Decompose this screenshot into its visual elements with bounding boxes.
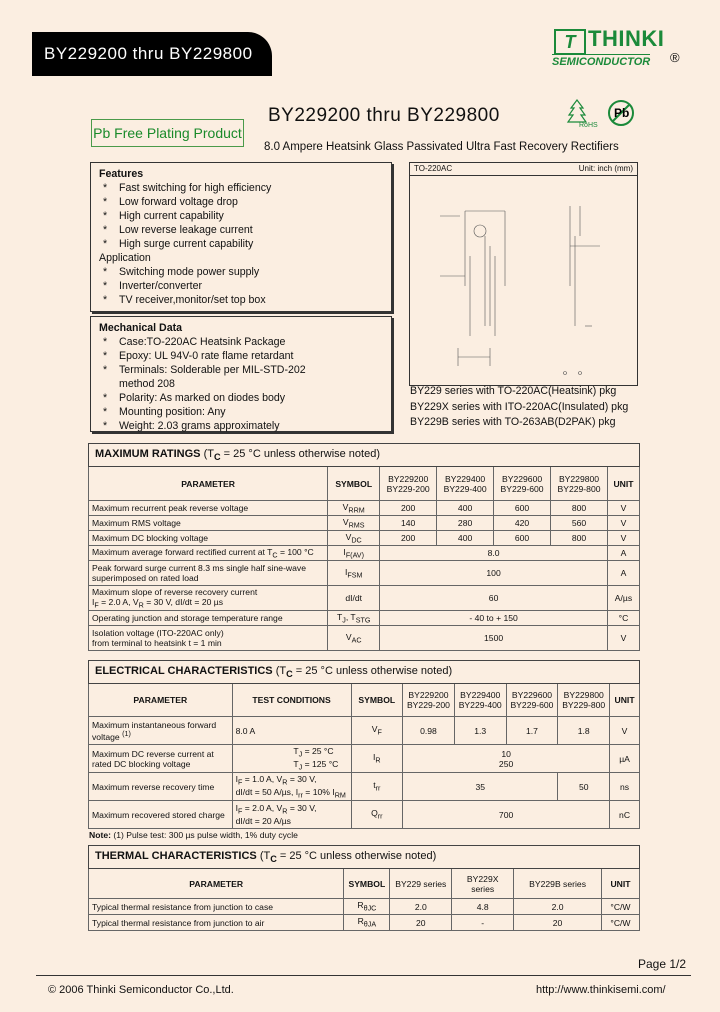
list-item: * Mounting position: Any <box>99 405 383 419</box>
list-item: * Polarity: As marked on diodes body <box>99 391 383 405</box>
page-title: BY229200 thru BY229800 <box>268 105 500 126</box>
part-header: BY229200 BY229-200 <box>403 684 455 717</box>
list-item: * Case:TO-220AC Heatsink Package <box>99 335 383 349</box>
table-row: Operating junction and storage temperature range $T_J$, $T_{STG}$ - 40 to + 150 °C <box>89 611 640 626</box>
table-row: Peak forward surge current 8.3 ms single half sine-wave superimposed on rated load $I_{FSM}$ 100 A <box>89 561 640 586</box>
list-item-cont: method 208 <box>119 378 175 390</box>
col-header: PARAMETER <box>89 684 233 717</box>
unit-label: Unit: inch (mm) <box>578 164 633 173</box>
package-note: BY229X series with ITO-220AC(Insulated) pkg <box>410 400 629 413</box>
part-header: BY229400 BY229-400 <box>437 467 494 501</box>
table-row: Maximum recovered stored charge $I_F = 2.0$ A, $V_R = 30$ V, dI/dt = 20 A/µs $Q_{rr}$ 700 nC <box>89 801 640 829</box>
col-header: TEST CONDITIONS <box>232 684 351 717</box>
footnote: Note: (1) Pulse test: 300 µs pulse width, 1% duty cycle <box>89 830 298 840</box>
part-header: BY229600 BY229-600 <box>494 467 551 501</box>
website-link[interactable]: http://www.thinkisemi.com/ <box>536 984 666 996</box>
section-title: MAXIMUM RATINGS ($T_C = 25$ °C unless otherwise noted) <box>89 444 640 467</box>
page-subtitle: 8.0 Ampere Heatsink Glass Passivated Ultra Fast Recovery Rectifiers <box>264 141 619 153</box>
application-heading: Application <box>99 252 151 264</box>
pb-free-icon <box>606 98 636 128</box>
table-row: Maximum recurrent peak reverse voltage $V_{RRM}$ 200 400 600 800 V <box>89 501 640 516</box>
table-row: Maximum DC blocking voltage $V_{DC}$ 200 400 600 800 V <box>89 531 640 546</box>
list-item: * High surge current capability <box>99 237 383 251</box>
features-heading: Features <box>99 168 144 180</box>
logo-mark: T <box>554 29 586 55</box>
table-row: Maximum DC reverse current at rated DC blocking voltage $T_J = 25$ °C $T_J = 125$ °C $I_R$ 10 250 µA <box>89 745 640 773</box>
list-item: * Terminals: Solderable per MIL-STD-202 <box>99 363 383 377</box>
table-row: Maximum average forward rectified current at $T_C = 100$ °C $I_{F(AV)}$ 8.0 A <box>89 546 640 561</box>
electrical-characteristics-table <box>88 660 640 829</box>
package-outline-svg <box>410 176 637 384</box>
part-header: BY229800 BY229-800 <box>558 684 610 717</box>
section-title: ELECTRICAL CHARACTERISTICS ($T_C = 25$ °C unless otherwise noted) <box>89 661 640 684</box>
table-row: Maximum instantaneous forward voltage $^{(1)}$ 8.0 A $V_F$ 0.98 1.3 1.7 1.8 V <box>89 717 640 745</box>
list-item: * High current capability <box>99 209 383 223</box>
list-item: * TV receiver,monitor/set top box <box>99 293 383 307</box>
col-header: PARAMETER <box>89 467 328 501</box>
list-item: * Inverter/converter <box>99 279 383 293</box>
col-header: SYMBOL <box>351 684 403 717</box>
mechanical-heading: Mechanical Data <box>99 322 183 334</box>
package-note: BY229B series with TO-263AB(D2PAK) pkg <box>410 416 616 428</box>
package-note: BY229 series with TO-220AC(Heatsink) pkg <box>410 385 617 397</box>
package-notes <box>410 384 628 431</box>
pb-free-badge: Pb Free Plating Product <box>91 119 244 147</box>
part-header: BY229200 BY229-200 <box>380 467 437 501</box>
header-title: BY229200 thru BY229800 <box>44 44 253 63</box>
table-row: Isolation voltage (ITO-220AC only) from terminal to heatsink t = 1 min $V_{AC}$ 1500 V <box>89 626 640 651</box>
table-row: Maximum slope of reverse recovery current $I_F = 2.0$ A, $V_R = 30$ V, dI/dt = 20 µs dI/dt 60 A/µs <box>89 586 640 611</box>
table-row: Typical thermal resistance from junction to air $R_{\theta JA}$ 20 - 20 °C/W <box>89 915 640 931</box>
logo-wordmark: THINKI <box>588 26 665 51</box>
section-title: THERMAL CHARACTERISTICS ($T_C = 25$ °C unless otherwise noted) <box>89 846 640 869</box>
registered-mark: ® <box>670 50 680 65</box>
part-header: BY229400 BY229-400 <box>454 684 506 717</box>
copyright: © 2006 Thinki Semiconductor Co.,Ltd. <box>48 984 234 996</box>
col-header: UNIT <box>607 467 639 501</box>
package-label: TO-220AC <box>414 164 453 173</box>
list-item: * Fast switching for high efficiency <box>99 181 383 195</box>
mechanical-box <box>90 316 392 432</box>
list-item: * Low reverse leakage current <box>99 223 383 237</box>
logo-subtitle: SEMICONDUCTOR <box>552 56 651 68</box>
package-drawing <box>409 162 638 386</box>
table-row: Maximum RMS voltage $V_{RMS}$ 140 280 420 560 V <box>89 516 640 531</box>
page-number: Page 1/2 <box>638 957 687 971</box>
list-item: * Switching mode power supply <box>99 265 383 279</box>
list-item: * Epoxy: UL 94V-0 rate flame retardant <box>99 349 383 363</box>
thermal-characteristics-table: THERMAL CHARACTERISTICS ($T_C = 25$ °C unless otherwise noted) PARAMETER SYMBOL BY229 series BY229X series BY229B series UNIT Typical thermal resistance from junction to case $R_{\theta JC}$ 2.0 4.8 2.0 °C/W Typical thermal resistance from junction to air $R_{\theta JA}$ 20 - 20 °C/W <box>88 845 640 931</box>
pb-label: Pb <box>614 106 630 120</box>
table-row: Typical thermal resistance from junction to case $R_{\theta JC}$ 2.0 4.8 2.0 °C/W <box>89 899 640 915</box>
rohs-icon <box>565 98 601 128</box>
table-row: Maximum reverse recovery time $I_F = 1.0$ A, $V_R = 30$ V, dI/dt = 50 A/µs, $I_{rr} = 10\%$ $I_{RM}$ $t_{rr}$ 35 50 ns <box>89 773 640 801</box>
maximum-ratings-table <box>88 443 640 651</box>
footer-divider <box>36 975 691 976</box>
part-header: BY229800 BY229-800 <box>551 467 608 501</box>
list-item: * Weight: 2.03 grams approximately <box>99 419 383 433</box>
col-header: SYMBOL <box>328 467 380 501</box>
features-box <box>90 162 392 312</box>
part-header: BY229600 BY229-600 <box>506 684 558 717</box>
col-header: UNIT <box>610 684 640 717</box>
rohs-label: RoHS <box>579 122 598 128</box>
list-item: * Low forward voltage drop <box>99 195 383 209</box>
